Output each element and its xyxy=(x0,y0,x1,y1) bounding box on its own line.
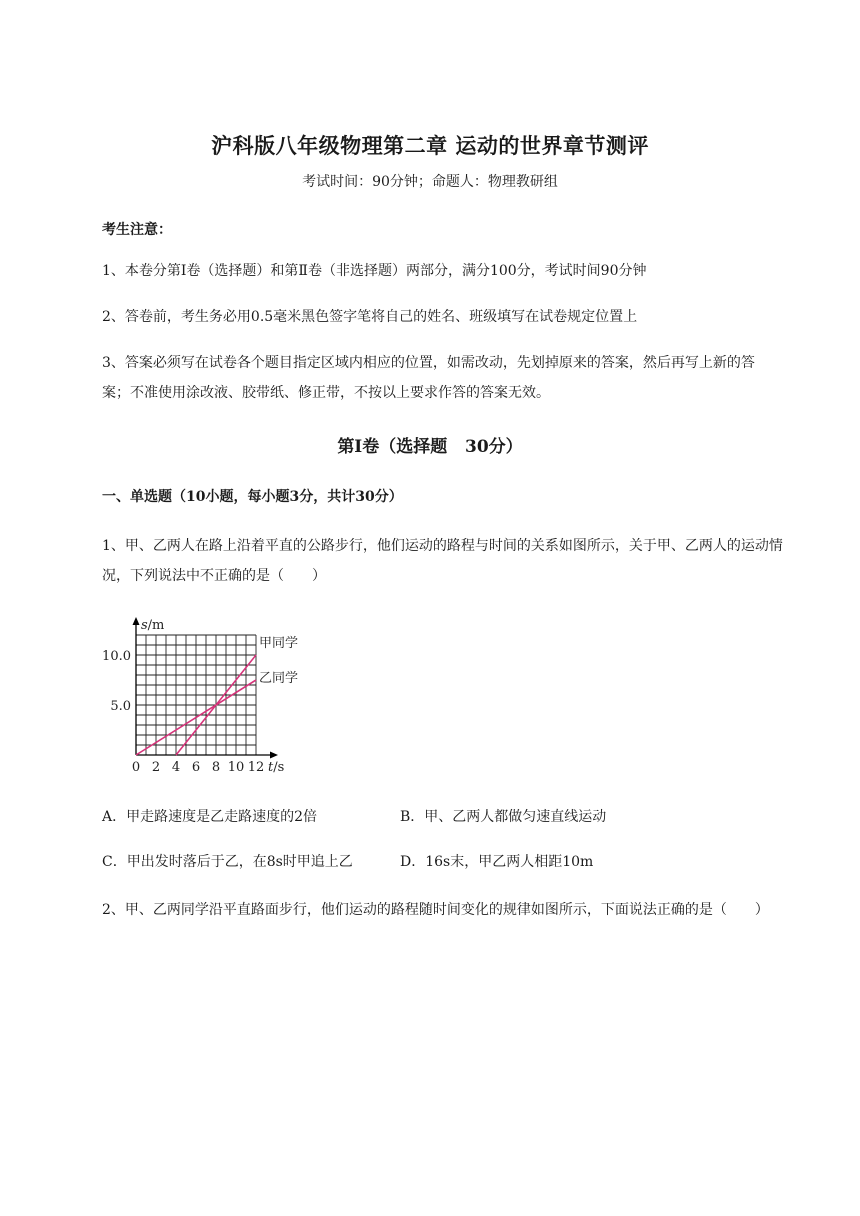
x-tick-label: 8 xyxy=(211,760,221,775)
q1-option-c[interactable]: C．甲出发时落后于乙，在8s时甲追上乙 xyxy=(102,854,353,870)
y-axis-arrow xyxy=(133,617,140,625)
x-tick-label: 6 xyxy=(191,760,201,775)
distance-time-chart xyxy=(98,610,318,780)
notice-heading: 考生注意： xyxy=(102,222,172,238)
part-heading: 一、单选题（10小题，每小题3分，共计30分） xyxy=(102,489,403,505)
q1-option-b[interactable]: B．甲、乙两人都做匀速直线运动 xyxy=(400,809,607,825)
x-axis-label: t/s xyxy=(268,760,285,775)
notice-item-2: 2、答卷前，考生务必用0.5毫米黑色签字笔将自己的姓名、班级填写在试卷规定位置上 xyxy=(102,309,638,325)
series-label-2: 乙同学 xyxy=(259,671,299,686)
y-tick-label: 10.0 xyxy=(102,649,131,664)
question-2-text: 2、甲、乙两同学沿平直路面步行，他们运动的路程随时间变化的规律如图所示，下面说法正确的是（ ） xyxy=(102,902,769,918)
notice-item-1: 1、本卷分第Ⅰ卷（选择题）和第Ⅱ卷（非选择题）两部分，满分100分，考试时间90分钟 xyxy=(102,263,647,279)
x-tick-label: 10 xyxy=(227,760,245,775)
exam-title: 沪科版八年级物理第二章 运动的世界章节测评 xyxy=(211,133,649,158)
series-label-1: 甲同学 xyxy=(259,636,299,651)
question-1-text: 1、甲、乙两人在路上沿着平直的公路步行，他们运动的路程与时间的关系如图所示，关于甲、乙两人的运动情况，下列说法中不正确的是（ ） xyxy=(102,538,783,584)
notice-item-3: 3、答案必须写在试卷各个题目指定区域内相应的位置，如需改动，先划掉原来的答案，然后再写上新的答案；不准使用涂改液、胶带纸、修正带，不按以上要求作答的答案无效。 xyxy=(102,355,755,401)
x-tick-label: 12 xyxy=(247,760,265,775)
x-tick-label: 2 xyxy=(151,760,161,775)
chart-grid xyxy=(136,635,256,755)
section-title: 第Ⅰ卷（选择题 30分） xyxy=(337,437,523,457)
q1-option-d[interactable]: D．16s末，甲乙两人相距10m xyxy=(400,854,594,870)
y-tick-label: 5.0 xyxy=(110,699,131,714)
x-tick-label: 0 xyxy=(131,760,141,775)
chart-labels xyxy=(102,618,298,775)
y-axis-label: s/m xyxy=(141,618,165,633)
q1-option-a[interactable]: A．甲走路速度是乙走路速度的2倍 xyxy=(102,809,318,825)
x-tick-label: 4 xyxy=(171,760,181,775)
exam-subtitle: 考试时间：90分钟；命题人：物理教研组 xyxy=(302,174,558,190)
x-axis-arrow xyxy=(270,752,278,759)
